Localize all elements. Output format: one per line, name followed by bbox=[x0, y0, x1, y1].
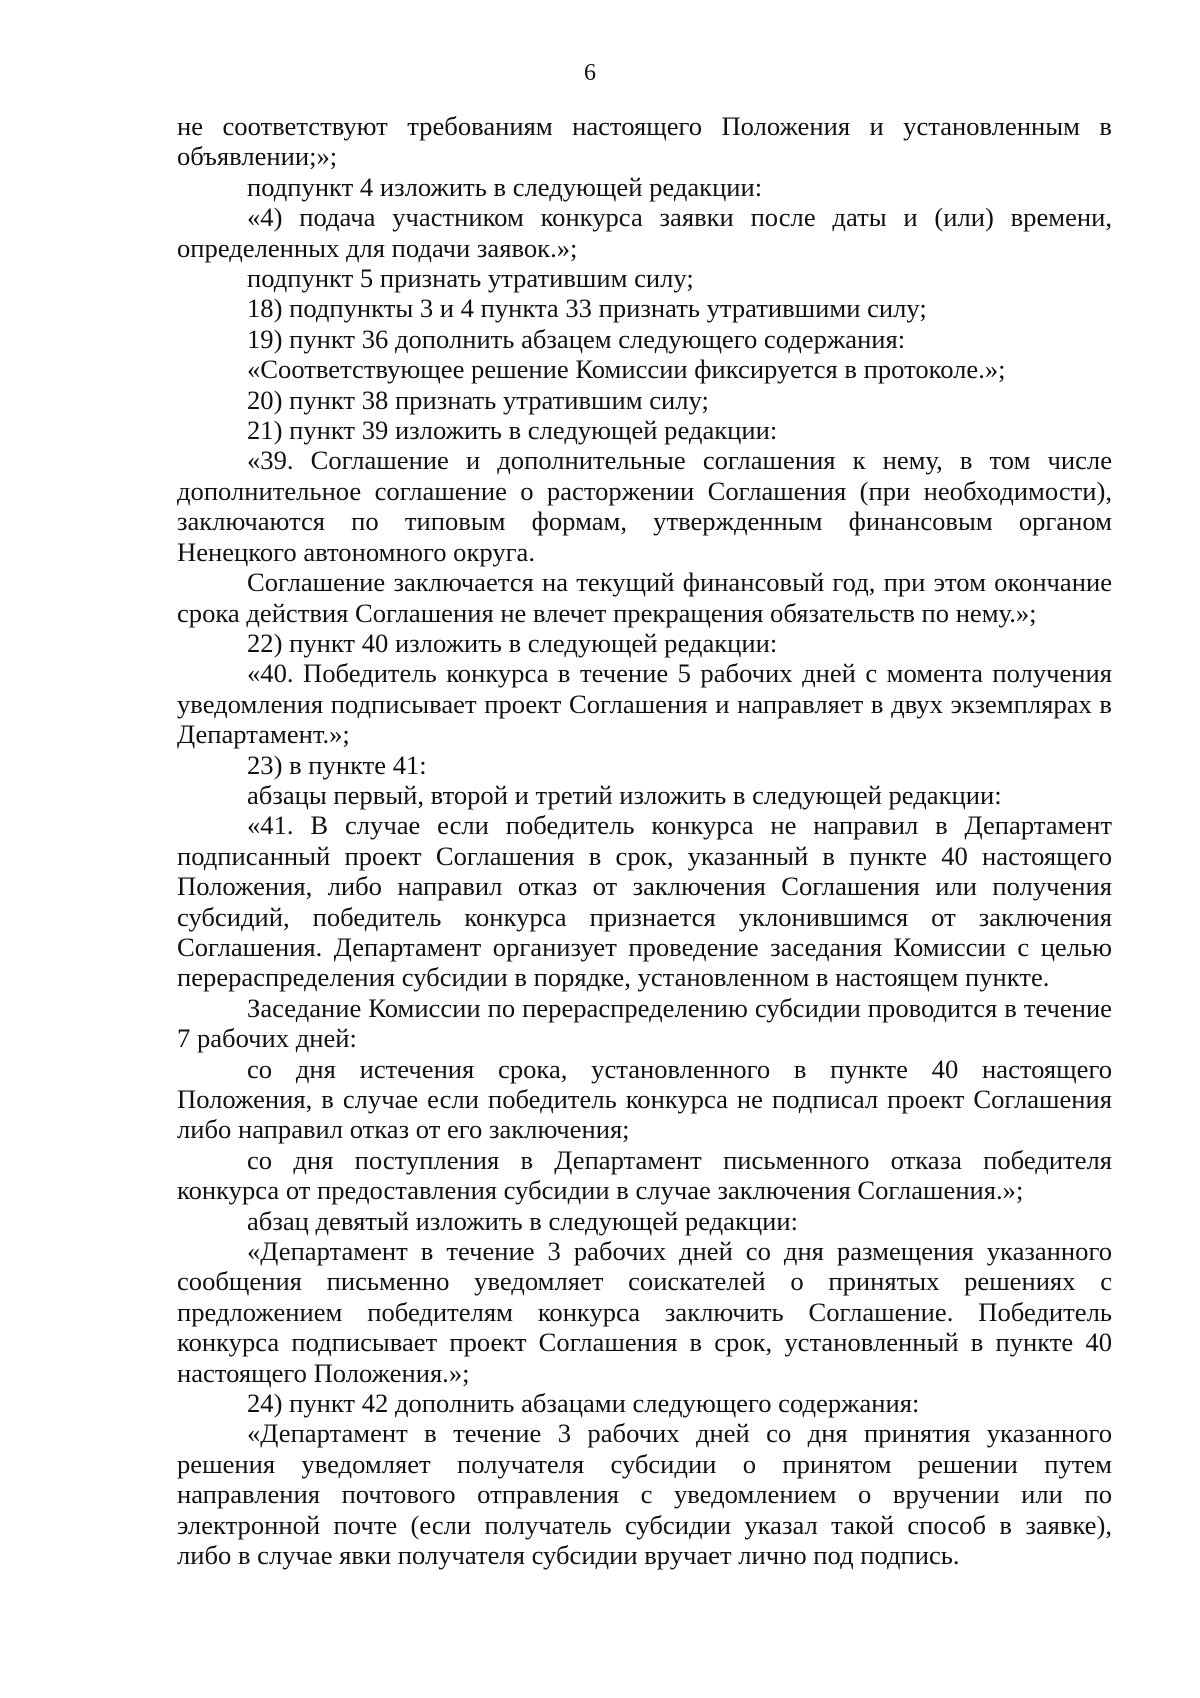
paragraph: 22) пункт 40 изложить в следующей редакции: bbox=[247, 627, 778, 658]
paragraph: 18) подпункты 3 и 4 пункта 33 признать утратившими силу; bbox=[247, 293, 927, 324]
paragraph: «39. Соглашение и дополнительные соглашения к нему, в том числе дополнительное соглашение о расторжении Соглашения (при необходимости), заключаются по типовым формам, утвержденным финансовым органом Ненецкого автономного округа. bbox=[177, 445, 1112, 567]
paragraph: «41. В случае если победитель конкурса не направил в Департамент подписанный проект Соглашения в срок, указанный в пункте 40 настоящего Положения, либо направил отказ от заключения Соглашения или получения субсидий, победитель конкурса признается уклонившимся от заключения Соглашения. Департамент организует проведение заседания Комиссии с целью перераспределения субсидии в порядке, установленном в настоящем пункте. bbox=[177, 810, 1112, 993]
document-body bbox=[177, 111, 1112, 1571]
paragraph: 21) пункт 39 изложить в следующей редакции: bbox=[247, 415, 778, 446]
paragraph: «4) подача участником конкурса заявки после даты и (или) времени, определенных для подачи заявок.»; bbox=[177, 202, 1112, 263]
paragraph: абзац девятый изложить в следующей редакции: bbox=[247, 1205, 798, 1236]
paragraph: подпункт 5 признать утратившим силу; bbox=[247, 263, 694, 294]
paragraph: Заседание Комиссии по перераспределению субсидии проводится в течение 7 рабочих дней: bbox=[177, 992, 1112, 1054]
paragraph: со дня истечения срока, установленного в пункте 40 настоящего Положения, в случае если победитель конкурса не подписал проект Соглашения либо направил отказ от его заключения; bbox=[177, 1053, 1112, 1145]
page-number: 6 bbox=[584, 60, 596, 86]
paragraph: 24) пункт 42 дополнить абзацами следующего содержания: bbox=[247, 1388, 920, 1419]
paragraph: 23) в пункте 41: bbox=[247, 749, 427, 780]
paragraph: «Департамент в течение 3 рабочих дней со дня принятия указанного решения уведомляет получателя субсидии о принятом решении путем направления почтового отправления с уведомлением о вручении или по электронной почте (если получатель субсидии указал такой способ в заявке), либо в случае явки получателя субсидии вручает лично под подпись. bbox=[177, 1418, 1112, 1571]
paragraph: 20) пункт 38 признать утратившим силу; bbox=[247, 384, 709, 415]
paragraph: «40. Победитель конкурса в течение 5 рабочих дней с момента получения уведомления подписывает проект Соглашения и направляет в двух экземплярах в Департамент.»; bbox=[177, 658, 1112, 750]
paragraph: подпункт 4 изложить в следующей редакции: bbox=[247, 171, 763, 202]
paragraph: не соответствуют требованиям настоящего Положения и установленным в объявлении;»; bbox=[177, 111, 1112, 172]
paragraph: «Департамент в течение 3 рабочих дней со дня размещения указанного сообщения письменно уведомляет соискателей о принятых решениях с предложением победителям конкурса заключить Соглашение. Победитель конкурса подписывает проект Соглашения в срок, установленный в пункте 40 настоящего Положения.»; bbox=[177, 1236, 1112, 1388]
paragraph: «Соответствующее решение Комиссии фиксируется в протоколе.»; bbox=[247, 354, 1006, 385]
paragraph: абзацы первый, второй и третий изложить в следующей редакции: bbox=[247, 779, 1002, 810]
paragraph: со дня поступления в Департамент письменного отказа победителя конкурса от предоставления субсидии в случае заключения Соглашения.»; bbox=[177, 1144, 1112, 1206]
paragraph: 19) пункт 36 дополнить абзацем следующего содержания: bbox=[247, 323, 906, 354]
paragraph: Соглашение заключается на текущий финансовый год, при этом окончание срока действия Соглашения не влечет прекращения обязательств по нему.»; bbox=[177, 567, 1112, 628]
